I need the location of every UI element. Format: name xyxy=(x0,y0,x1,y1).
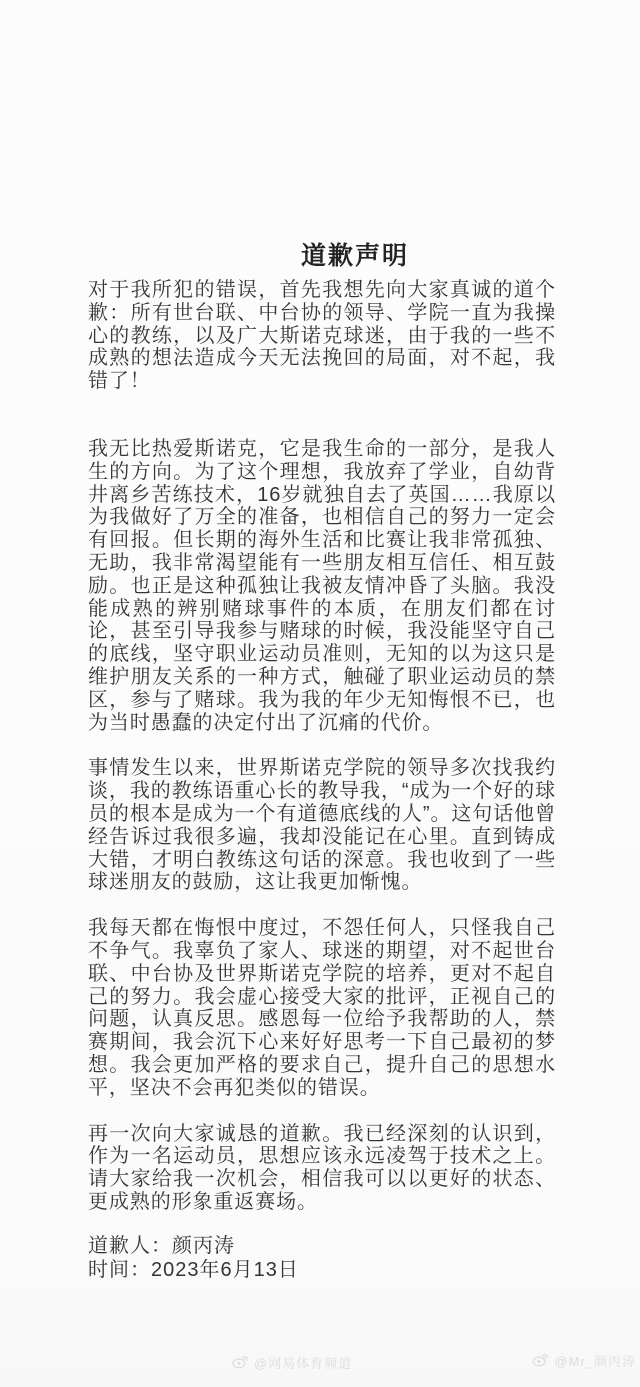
signer-line: 道歉人：颜丙涛 xyxy=(88,1234,235,1257)
weibo-icon xyxy=(232,1354,249,1372)
watermark-right xyxy=(532,1351,636,1370)
apology-statement xyxy=(88,236,556,1283)
date-line: 时间：2023年6月13日 xyxy=(88,1259,299,1282)
statement-paragraph-2: 我无比热爱斯诺克，它是我生命的一部分，是我人生的方向。为了这个理想，我放弃了学业，自幼背井离乡苦练技术，16岁就独自去了英国……我原以为我做好了万全的准备，也相信自己的努力一定会有回报。但长期的海外生活和比赛让我非常孤独、无助，我非常渴望能有一些朋友相互信任、相互鼓励。也正是这种孤独让我被友情冲昏了头脑。我没能成熟的辨别赌球事件的本质，在朋友们都在讨论，甚至引导我参与赌球的时候，我没能坚守自己的底线，坚守职业运动员准则，无知的以为这只是维护朋友关系的一种方式，触碰了职业运动员的禁区，参与了赌球。我为我的年少无知悔恨不已，也为当时愚蠢的决定付出了沉痛的代价。 xyxy=(88,437,556,734)
watermark-text: @Mr_颜丙涛 xyxy=(554,1354,636,1369)
watermark-left xyxy=(232,1353,352,1372)
statement-paragraph-4: 我每天都在悔恨中度过，不怨任何人，只怪我自己不争气。我辜负了家人、球迷的期望，对不起世台联、中台协及世界斯诺克学院的培养，更对不起自己的努力。我会虚心接受大家的批评，正视自己的问题，认真反思。感恩每一位给予我帮助的人，禁赛期间，我会沉下心来好好思考一下自己最初的梦想。我会更加严格的要求自己，提升自己的思想水平，坚决不会再犯类似的错误。 xyxy=(88,917,556,1099)
statement-paragraph-5: 再一次向大家诚恳的道歉。我已经深刻的认识到，作为一名运动员，思想应该永远凌驾于技术之上。请大家给我一次机会，相信我可以以更好的状态、更成熟的形象重返赛场。 xyxy=(88,1122,556,1213)
statement-paragraph-1: 对于我所犯的错误，首先我想先向大家真诚的道个歉：所有世台联、中台协的领导、学院一直为我操心的教练，以及广大斯诺克球迷，由于我的一些不成熟的想法造成今天无法挽回的局面，对不起，我错了！ xyxy=(88,279,556,393)
statement-title: 道歉声明 xyxy=(300,242,409,270)
watermark-text: @网易体育频道 xyxy=(254,1356,353,1371)
weibo-icon xyxy=(532,1352,549,1370)
statement-paragraph-3: 事情发生以来，世界斯诺克学院的领导多次找我约谈，我的教练语重心长的教导我，“成为一个好的球员的根本是成为一个有道德底线的人”。这句话他曾经告诉过我很多遍，我却没能记在心里。直到铸成大错，才明白教练这句话的深意。我也收到了一些球迷朋友的鼓励，这让我更加惭愧。 xyxy=(88,757,556,894)
